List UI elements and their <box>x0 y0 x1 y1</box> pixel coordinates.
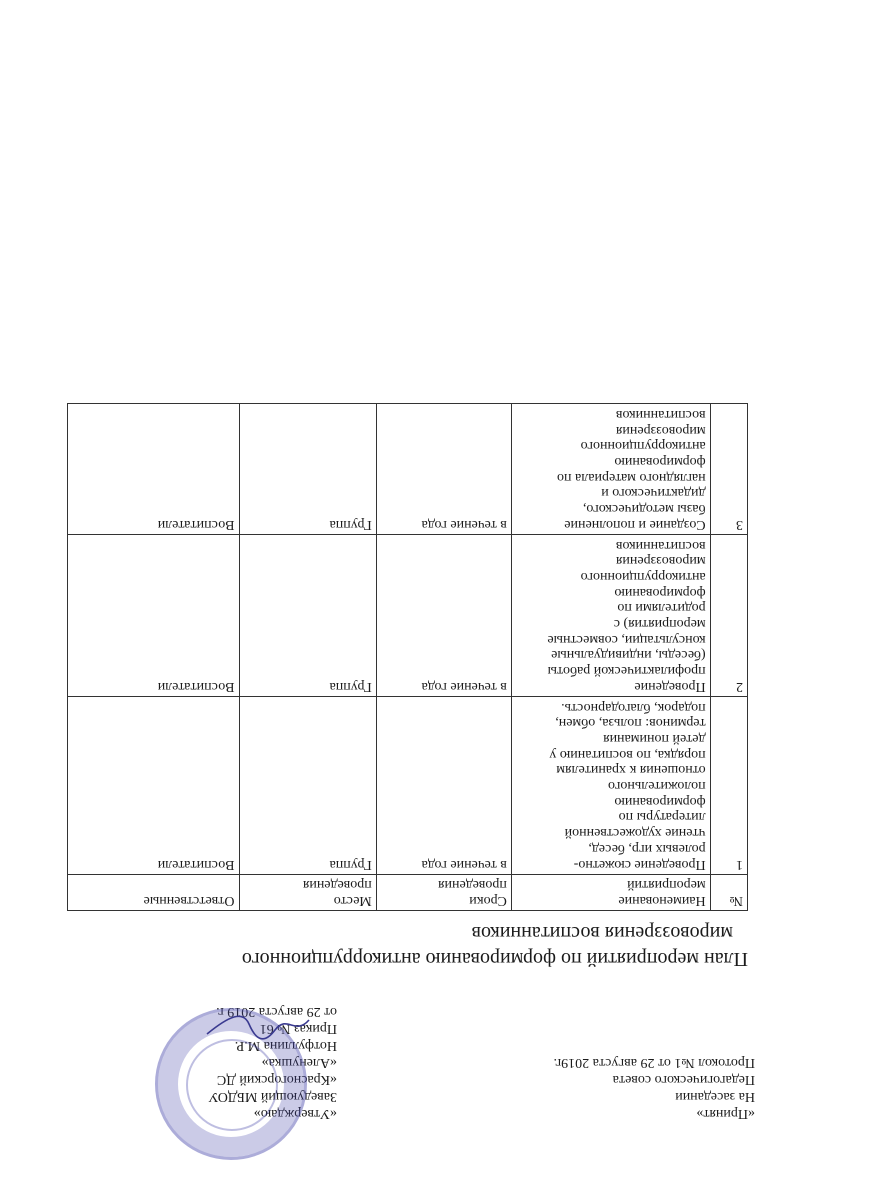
accepted-block <box>425 1054 755 1122</box>
title-line: План мероприятий по формированию антикоррупционного <box>241 948 748 970</box>
header-place: Место проведения <box>239 874 376 910</box>
header-name: Наименование мероприятий <box>511 874 710 910</box>
accepted-line: На заседании <box>675 1089 755 1104</box>
document-title <box>148 920 748 972</box>
cell-date: в течение года <box>376 404 511 535</box>
approved-order: Приказ № 61 <box>259 1021 337 1036</box>
table-row <box>68 404 748 535</box>
cell-name: Проведение профилактической работы (беседы, индивидуальные консультации, совместные мероприятия) с родителями по формированию антикоррупционного мировоззрения воспитанников <box>511 534 710 696</box>
cell-place: Группа <box>239 696 376 874</box>
cell-num: 3 <box>710 404 747 535</box>
approved-order-date: от 29 августа 2019 г. <box>216 1004 337 1019</box>
cell-num: 2 <box>710 534 747 696</box>
cell-place: Группа <box>239 404 376 535</box>
approved-line: «Красногорский ДС <box>216 1072 337 1087</box>
official-seal-inner-ring <box>186 1039 278 1131</box>
accepted-line: Педагогического совета <box>612 1072 755 1087</box>
cell-responsible: Воспитатели <box>68 534 240 696</box>
title-line: мировоззрения воспитанников <box>471 922 733 944</box>
table-header-row <box>68 874 748 910</box>
approved-signatory: Нотфуллина М.Р. <box>234 1038 337 1053</box>
table-row <box>68 696 748 874</box>
events-plan-table <box>67 403 748 911</box>
cell-name: Проведение сюжетно- ролевых игр, бесед, чтение художественной литературы по формированию положительного отношения к хранителям порядка, по воспитанию у детей понимания терминов: польза, обмен, подарок, благодарность. <box>511 696 710 874</box>
approved-label: «Утверждаю» <box>253 1106 337 1121</box>
handwritten-signature <box>203 1012 313 1042</box>
cell-date: в течение года <box>376 696 511 874</box>
approved-line: Заведующий МБДОУ <box>208 1089 337 1104</box>
cell-place: Группа <box>239 534 376 696</box>
accepted-line: Протокол №1 от 29 августа 2019г. <box>553 1055 755 1070</box>
header-responsible: Ответственные <box>68 874 240 910</box>
cell-name: Создание и пополнение базы методического, дидактического и наглядного материала по формированию антикоррупционного мировоззрения воспитанников <box>511 404 710 535</box>
header-num: № <box>710 874 747 910</box>
cell-responsible: Воспитатели <box>68 696 240 874</box>
cell-responsible: Воспитатели <box>68 404 240 535</box>
cell-date: в течение года <box>376 534 511 696</box>
accepted-label: «Принят» <box>696 1106 755 1121</box>
approved-line: «Аленушка» <box>261 1055 337 1070</box>
cell-num: 1 <box>710 696 747 874</box>
header-date: Сроки проведения <box>376 874 511 910</box>
table-row <box>68 534 748 696</box>
